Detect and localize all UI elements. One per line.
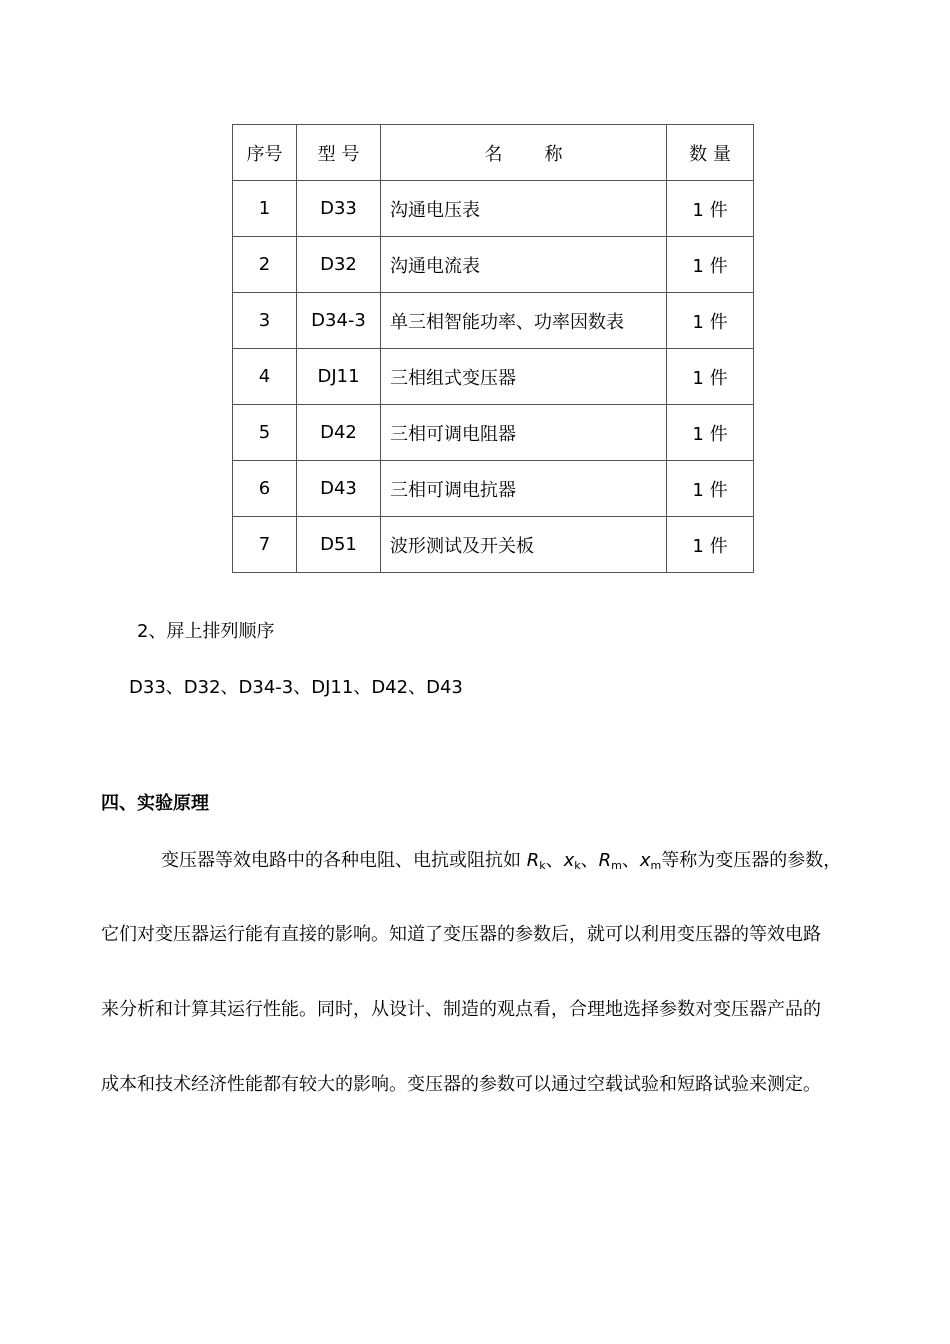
row-no: 6 [233,461,297,517]
table-row [233,349,754,405]
symbol-x: x [563,850,575,871]
principle-paragraph-line-4: 成本和技术经济性能都有较大的影响。变压器的参数可以通过空载试验和短路试验来测定。 [101,1074,821,1095]
row-qty: 1 件 [667,517,754,573]
row-name: 单三相智能功率、功率因数表 [381,293,667,349]
subscript-m: m [650,859,662,872]
subscript-k: k [539,859,546,872]
principle-paragraph-line-3: 来分析和计算其运行性能。同时，从设计、制造的观点看，合理地选择参数对变压器产品的 [101,999,821,1020]
row-name: 三相组式变压器 [381,349,667,405]
row-model: D32 [297,237,381,293]
subscript-m: m [611,859,622,872]
row-no: 1 [233,181,297,237]
principle-paragraph-line-1 [161,846,871,872]
table-row [233,405,754,461]
principle-paragraph-line-2: 它们对变压器运行能有直接的影响。知道了变压器的参数后，就可以利用变压器的等效电路 [101,924,821,945]
header-quantity: 数 量 [667,125,754,181]
header-model: 型 号 [297,125,381,181]
table-row [233,461,754,517]
table-row [233,293,754,349]
table-header-row [233,125,754,181]
row-model: D33 [297,181,381,237]
arrangement-order: D33、D32、D34-3、DJ11、D42、D43 [129,677,463,698]
row-qty: 1 件 [667,293,754,349]
row-qty: 1 件 [667,461,754,517]
row-name: 波形测试及开关板 [381,517,667,573]
arrangement-heading: 2、屏上排列顺序 [137,621,275,642]
symbol-r: R [598,850,612,871]
subscript-k: k [574,859,581,872]
row-model: D43 [297,461,381,517]
table-row [233,237,754,293]
row-no: 3 [233,293,297,349]
header-name [381,125,667,181]
row-qty: 1 件 [667,237,754,293]
row-qty: 1 件 [667,349,754,405]
row-qty: 1 件 [667,181,754,237]
section-title-principle: 四、实验原理 [101,793,209,814]
row-model: D34-3 [297,293,381,349]
row-no: 7 [233,517,297,573]
table-row [233,517,754,573]
row-model: D42 [297,405,381,461]
symbol-r: R [526,850,540,871]
text-segment: 等称为变压器的参数， [661,850,842,871]
row-name: 三相可调电抗器 [381,461,667,517]
symbol-x: x [639,850,651,871]
table-row [233,181,754,237]
separator: 、 [621,850,640,871]
separator: 、 [545,850,564,871]
row-model: D51 [297,517,381,573]
row-no: 2 [233,237,297,293]
header-no: 序号 [233,125,297,181]
row-model: DJ11 [297,349,381,405]
row-name: 沟通电压表 [381,181,667,237]
header-name-right: 称 [544,143,563,165]
text-segment: 变压器等效电路中的各种电阻、电抗或阻抗如 [161,850,527,871]
row-no: 4 [233,349,297,405]
equipment-table [232,124,754,573]
row-no: 5 [233,405,297,461]
row-qty: 1 件 [667,405,754,461]
separator: 、 [580,850,599,871]
row-name: 沟通电流表 [381,237,667,293]
row-name: 三相可调电阻器 [381,405,667,461]
header-name-left: 名 [484,143,503,165]
